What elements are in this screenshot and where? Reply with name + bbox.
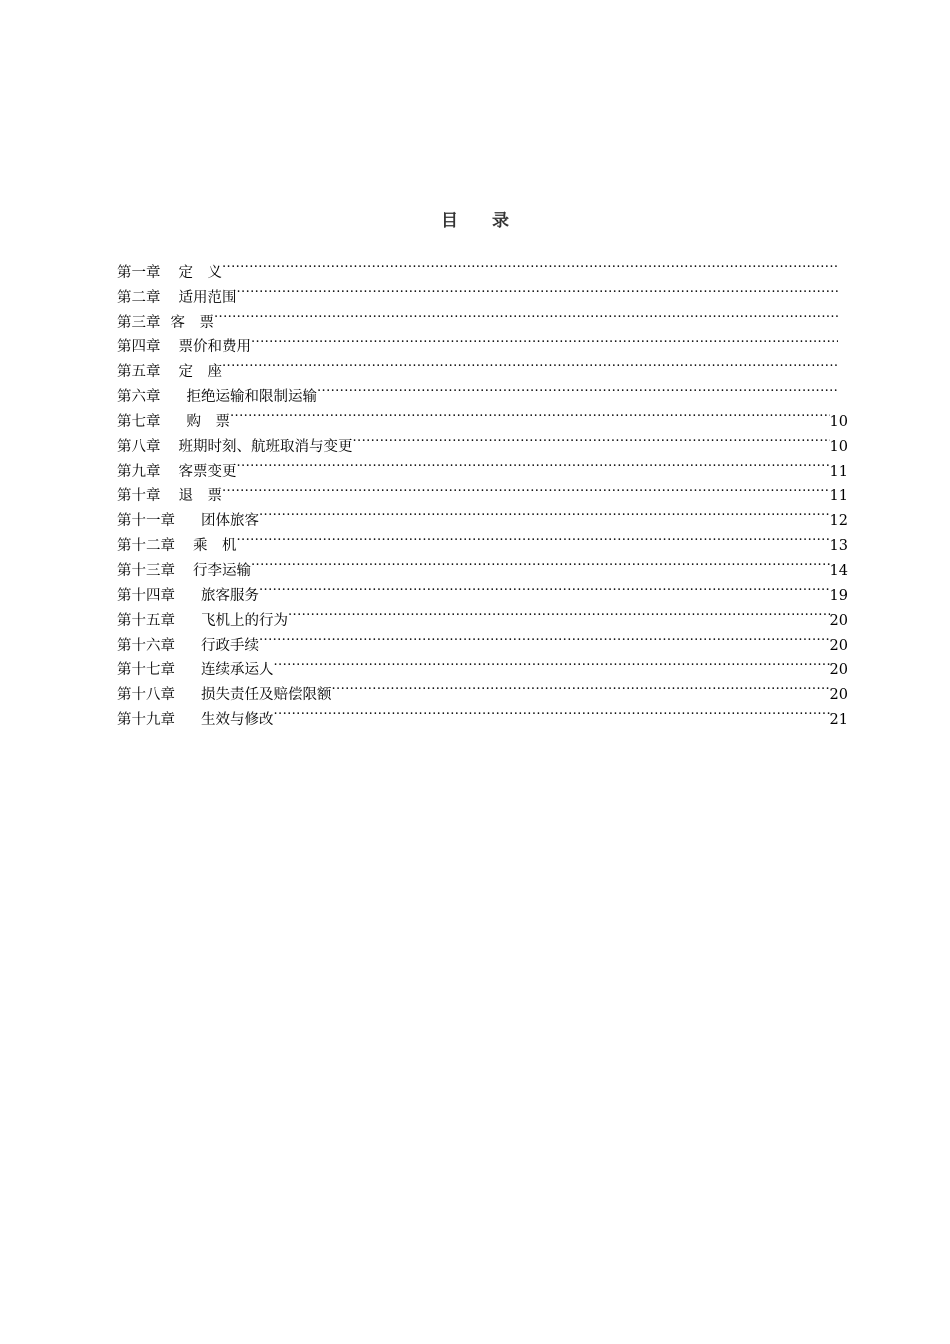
toc-page-number: 20 <box>829 612 848 629</box>
toc-chapter-number: 第九章 <box>117 463 161 480</box>
toc-dot-leader <box>288 600 830 625</box>
toc-entry[interactable] <box>117 327 848 356</box>
toc-title: 目录 <box>441 211 543 231</box>
toc-chapter-number: 第四章 <box>117 339 161 356</box>
toc-chapter-number: 第六章 <box>117 389 161 406</box>
toc-chapter-title: 损失责任及赔偿限额 <box>201 687 332 704</box>
toc-dot-leader <box>222 351 838 376</box>
toc-dot-leader <box>237 451 830 476</box>
toc-chapter-title: 定 义 <box>178 264 222 281</box>
toc-chapter-number: 第十五章 <box>117 612 175 629</box>
toc-chapter-number: 第十一章 <box>117 513 175 530</box>
toc-dot-leader <box>222 476 830 501</box>
toc-chapter-title: 飞机上的行为 <box>201 612 288 629</box>
toc-chapter-title: 班期时刻、航班取消与变更 <box>178 438 353 455</box>
toc-entry[interactable] <box>117 277 848 306</box>
toc-dot-leader <box>230 401 830 426</box>
toc-dot-leader <box>317 376 838 401</box>
toc-chapter-number: 第十八章 <box>117 687 175 704</box>
toc-page-number: 12 <box>829 513 848 530</box>
toc-chapter-title: 票价和费用 <box>178 339 251 356</box>
toc-chapter-number: 第十四章 <box>117 587 175 604</box>
toc-page-number: 10 <box>829 413 848 430</box>
toc-chapter-title: 适用范围 <box>178 289 237 306</box>
toc-dot-leader <box>259 625 830 650</box>
toc-chapter-title: 拒绝运输和限制运输 <box>186 389 317 406</box>
toc-chapter-title: 退 票 <box>178 488 222 505</box>
toc-entry[interactable] <box>117 376 848 406</box>
toc-dot-leader <box>251 327 838 352</box>
table-of-contents <box>117 252 848 729</box>
toc-dot-leader <box>237 277 839 302</box>
toc-entry[interactable] <box>117 252 848 281</box>
toc-page-number: 10 <box>829 438 848 455</box>
toc-chapter-number: 第十九章 <box>117 712 175 729</box>
toc-chapter-number: 第十二章 <box>117 538 175 555</box>
toc-chapter-title: 行政手续 <box>201 637 259 654</box>
toc-page-number: 11 <box>829 488 848 505</box>
toc-dot-leader <box>332 674 830 699</box>
toc-chapter-title: 团体旅客 <box>201 513 259 530</box>
toc-chapter-number: 第八章 <box>117 438 161 455</box>
toc-chapter-number: 第二章 <box>117 289 161 306</box>
toc-page-number: 14 <box>829 562 848 579</box>
toc-dot-leader <box>214 302 838 327</box>
toc-chapter-number: 第十三章 <box>117 562 175 579</box>
toc-dot-leader <box>259 500 830 525</box>
toc-chapter-title: 行李运输 <box>193 562 251 579</box>
toc-page-number: 11 <box>829 463 848 480</box>
toc-dot-leader <box>251 550 830 575</box>
toc-chapter-title: 购 票 <box>186 413 230 430</box>
toc-entry[interactable] <box>117 302 848 331</box>
toc-chapter-number: 第三章 <box>117 314 161 331</box>
toc-entry[interactable] <box>117 476 848 505</box>
toc-dot-leader <box>259 575 830 600</box>
toc-chapter-number: 第七章 <box>117 413 161 430</box>
toc-page-number: 19 <box>829 587 848 604</box>
toc-chapter-title: 定 座 <box>178 364 222 381</box>
toc-chapter-title: 旅客服务 <box>201 587 259 604</box>
toc-dot-leader <box>274 699 830 724</box>
toc-chapter-title: 乘 机 <box>193 538 237 555</box>
toc-page-number: 20 <box>829 687 848 704</box>
toc-chapter-title: 客票变更 <box>178 463 237 480</box>
toc-chapter-number: 第十七章 <box>117 662 175 679</box>
toc-chapter-title: 客 票 <box>170 314 214 331</box>
toc-page-number: 21 <box>829 712 848 729</box>
toc-chapter-number: 第五章 <box>117 364 161 381</box>
toc-chapter-number: 第一章 <box>117 264 161 281</box>
toc-chapter-title: 生效与修改 <box>201 712 274 729</box>
toc-page-number: 20 <box>829 662 848 679</box>
toc-entry[interactable] <box>117 351 848 381</box>
toc-chapter-number: 第十六章 <box>117 637 175 654</box>
toc-page-number: 13 <box>829 538 848 555</box>
toc-dot-leader <box>237 525 830 550</box>
toc-dot-leader <box>353 426 830 451</box>
toc-page-number: 20 <box>829 637 848 654</box>
toc-chapter-title: 连续承运人 <box>201 662 274 679</box>
toc-dot-leader <box>274 650 830 675</box>
toc-chapter-number: 第十章 <box>117 488 161 505</box>
toc-entry[interactable] <box>117 500 848 530</box>
toc-dot-leader <box>222 252 838 277</box>
